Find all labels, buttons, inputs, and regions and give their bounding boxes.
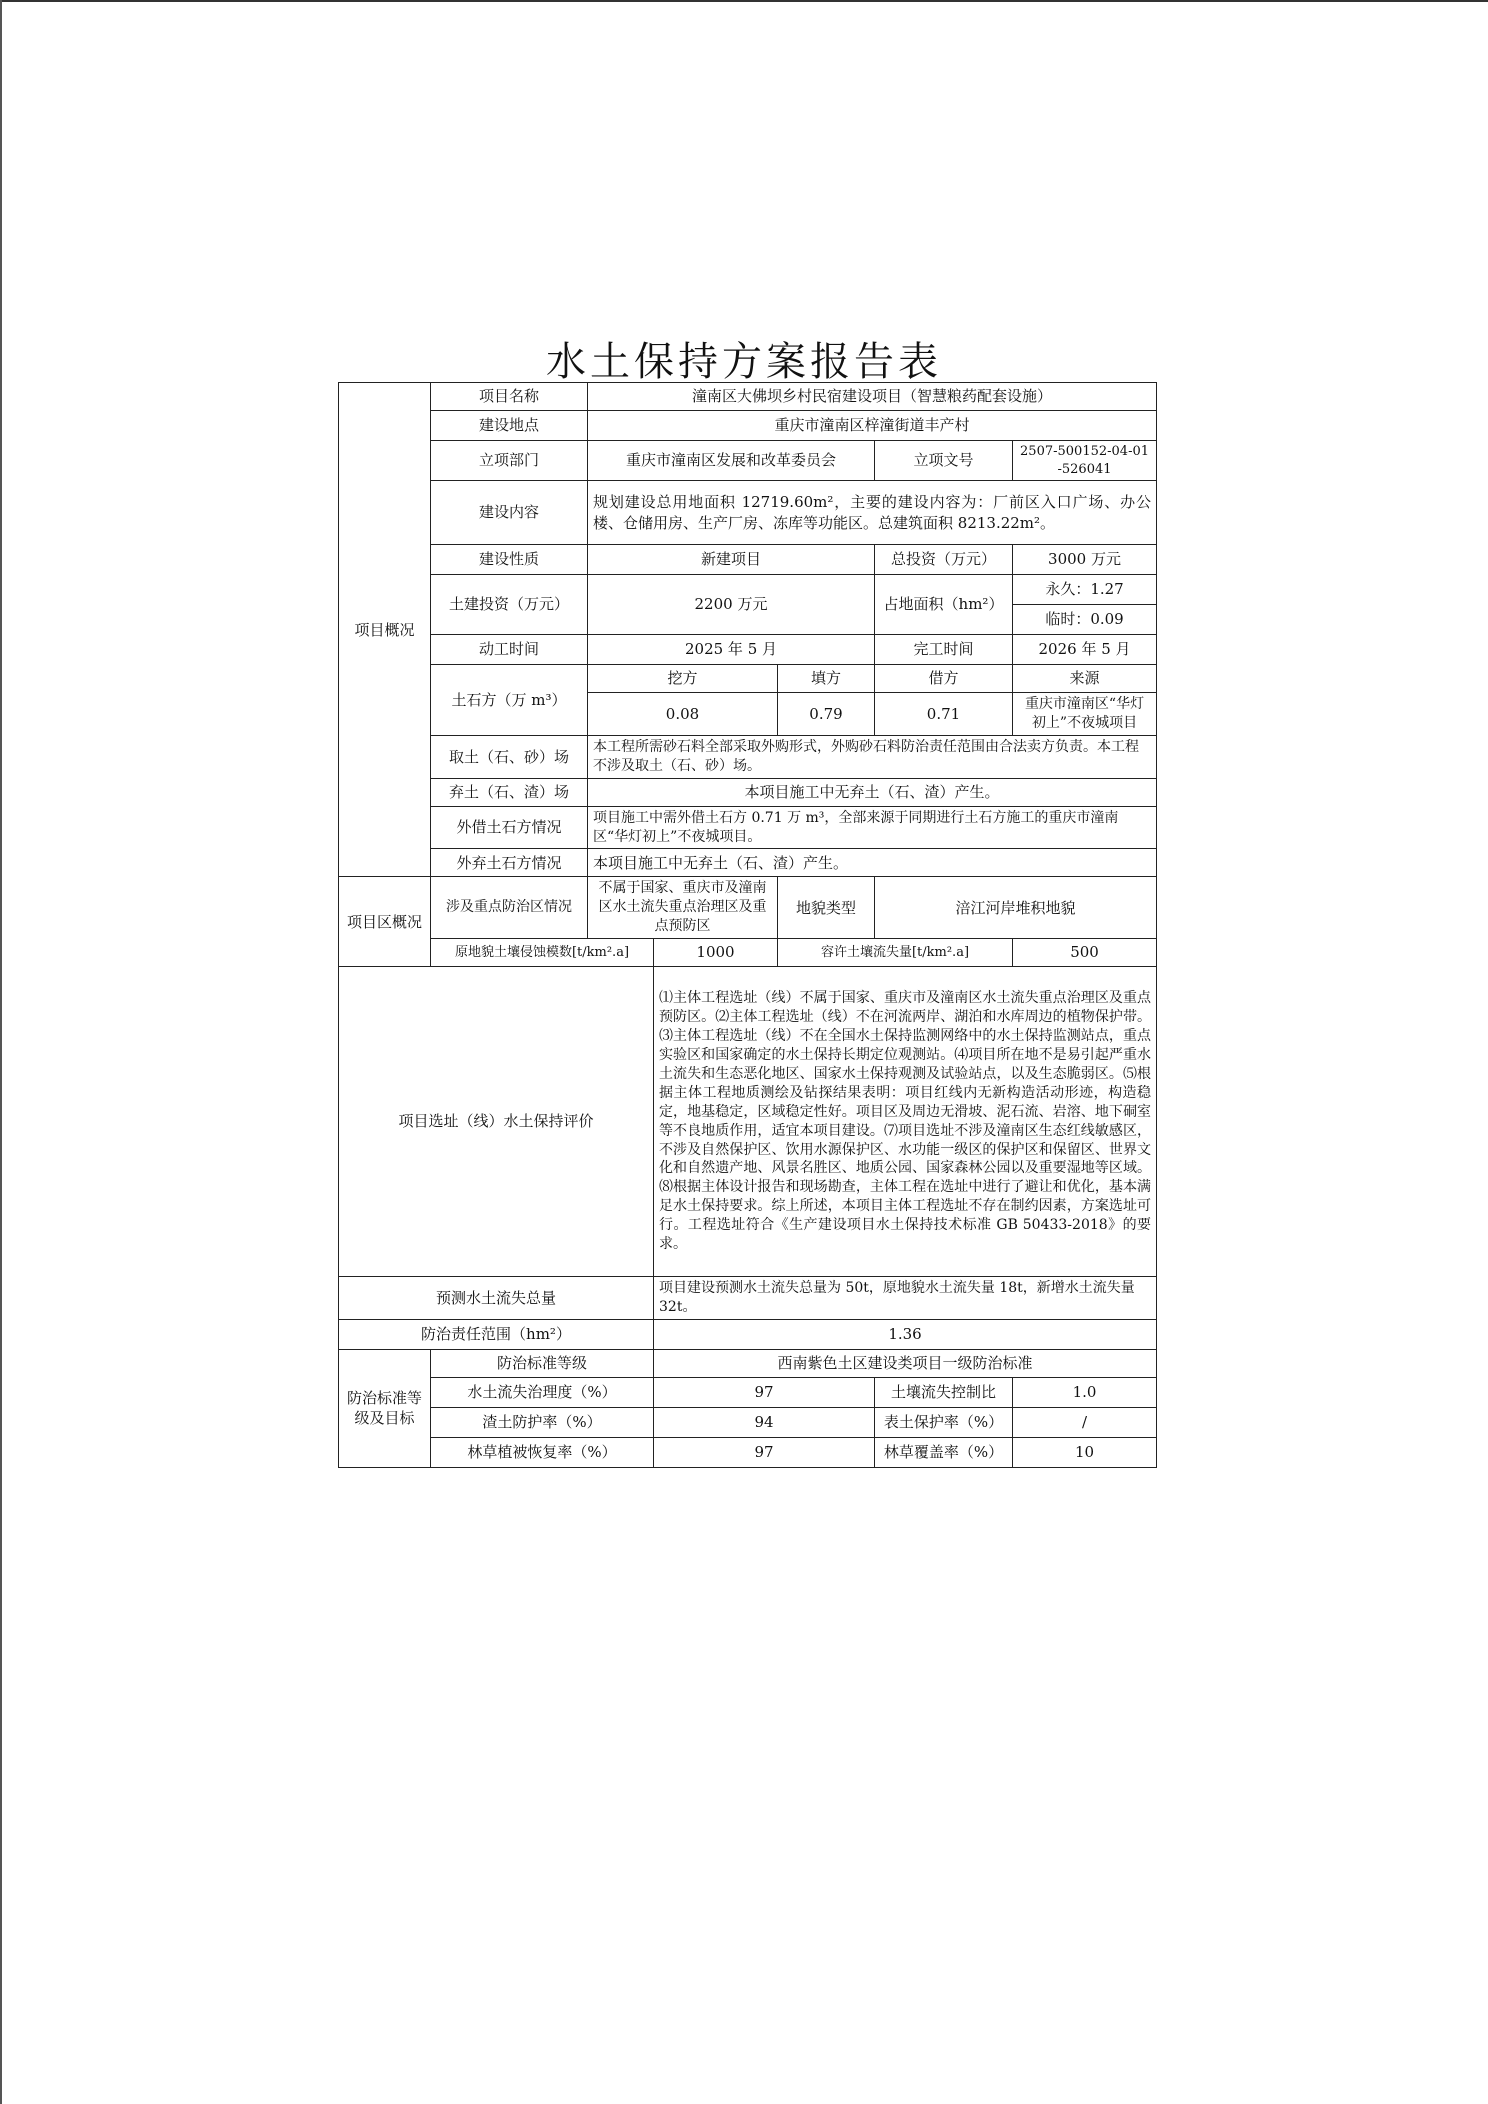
section-targets-label: 防治标准等级及目标 [339, 1349, 431, 1467]
row-target-1 [339, 1377, 1157, 1407]
target-value-slag-protect: 94 [654, 1407, 875, 1437]
civil-invest-label: 土建投资（万元） [431, 575, 588, 635]
target-label-veg-restore: 林草植被恢复率（%） [431, 1437, 654, 1467]
start-value: 2025 年 5 月 [588, 635, 875, 665]
row-loss [339, 1277, 1157, 1320]
row-spoil [339, 778, 1157, 806]
content-value: 规划建设总用地面积 12719.60m²，主要的建设内容为：厂前区入口广场、办公楼、仓储用房、生产厂房、冻库等功能区。总建筑面积 8213.22m²。 [588, 481, 1157, 545]
earth-col-fill: 填方 [778, 665, 875, 693]
target-value-veg-restore: 97 [654, 1437, 875, 1467]
row-ext-spoil [339, 849, 1157, 877]
loss-text: 项目建设预测水土流失总量为 50t，原地貌水土流失量 18t，新增水土流失量 32t。 [654, 1277, 1157, 1320]
zone-value: 不属于国家、重庆市及潼南区水土流失重点治理区及重点预防区 [588, 877, 778, 939]
scan-edge-top [0, 0, 1488, 2]
total-invest-value: 3000 万元 [1013, 545, 1157, 575]
ext-borrow-label: 外借土石方情况 [431, 806, 588, 849]
row-grade [339, 1349, 1157, 1377]
nature-value: 新建项目 [588, 545, 875, 575]
target-value-topsoil-protect: / [1013, 1407, 1157, 1437]
row-civil-invest-a [339, 575, 1157, 605]
scope-value: 1.36 [654, 1319, 1157, 1349]
content-label: 建设内容 [431, 481, 588, 545]
ext-borrow-value: 项目施工中需外借土石方 0.71 万 m³，全部来源于同期进行土石方施工的重庆市潼南区“华灯初上”不夜城项目。 [588, 806, 1157, 849]
area-label: 占地面积（hm²） [875, 575, 1013, 635]
loss-label: 预测水土流失总量 [339, 1277, 654, 1320]
allow-label: 容许土壤流失量[t/km².a] [778, 939, 1013, 967]
target-label-veg-cover: 林草覆盖率（%） [875, 1437, 1013, 1467]
earth-cut-value: 0.08 [588, 693, 778, 736]
borrow-label: 取土（石、砂）场 [431, 735, 588, 778]
zone-label: 涉及重点防治区情况 [431, 877, 588, 939]
end-value: 2026 年 5 月 [1013, 635, 1157, 665]
earth-col-borrow: 借方 [875, 665, 1013, 693]
end-label: 完工时间 [875, 635, 1013, 665]
target-label-slag-protect: 渣土防护率（%） [431, 1407, 654, 1437]
section-area-label: 项目区概况 [339, 877, 431, 967]
scope-label: 防治责任范围（hm²） [339, 1319, 654, 1349]
doc-no-label: 立项文号 [875, 441, 1013, 481]
nature-label: 建设性质 [431, 545, 588, 575]
row-target-3 [339, 1437, 1157, 1467]
target-value-veg-cover: 10 [1013, 1437, 1157, 1467]
spoil-label: 弃土（石、渣）场 [431, 778, 588, 806]
row-project-name [339, 383, 1157, 411]
area-temp-value: 临时：0.09 [1013, 605, 1157, 635]
section-overview-label: 项目概况 [339, 383, 431, 877]
target-label-loss-ratio: 土壤流失控制比 [875, 1377, 1013, 1407]
target-label-control-degree: 水土流失治理度（%） [431, 1377, 654, 1407]
landform-label: 地貌类型 [778, 877, 875, 939]
project-name-label: 项目名称 [431, 383, 588, 411]
scan-edge-left [0, 0, 2, 2104]
row-evaluation [339, 967, 1157, 1277]
start-label: 动工时间 [431, 635, 588, 665]
dept-value: 重庆市潼南区发展和改革委员会 [588, 441, 875, 481]
earth-borrow-value: 0.71 [875, 693, 1013, 736]
location-label: 建设地点 [431, 411, 588, 441]
ext-spoil-value: 本项目施工中无弃土（石、渣）产生。 [588, 849, 1157, 877]
allow-value: 500 [1013, 939, 1157, 967]
row-earth-head [339, 665, 1157, 693]
row-target-2 [339, 1407, 1157, 1437]
row-schedule [339, 635, 1157, 665]
row-erosion [339, 939, 1157, 967]
row-location [339, 411, 1157, 441]
target-label-topsoil-protect: 表土保护率（%） [875, 1407, 1013, 1437]
civil-invest-value: 2200 万元 [588, 575, 875, 635]
row-zone [339, 877, 1157, 939]
row-borrow [339, 735, 1157, 778]
erosion-label: 原地貌土壤侵蚀模数[t/km².a] [431, 939, 654, 967]
earth-fill-value: 0.79 [778, 693, 875, 736]
doc-no-value: 2507-500152-04-01-526041 [1013, 441, 1157, 481]
evaluation-label: 项目选址（线）水土保持评价 [339, 967, 654, 1277]
row-scope [339, 1319, 1157, 1349]
earth-source-value: 重庆市潼南区“华灯初上”不夜城项目 [1013, 693, 1157, 736]
document-title: 水土保持方案报告表 [546, 339, 942, 385]
report-table [338, 382, 1157, 1468]
row-ext-borrow [339, 806, 1157, 849]
landform-value: 涪江河岸堆积地貌 [875, 877, 1157, 939]
project-name-value: 潼南区大佛坝乡村民宿建设项目（智慧粮药配套设施） [588, 383, 1157, 411]
earth-col-source: 来源 [1013, 665, 1157, 693]
evaluation-text: ⑴主体工程选址（线）不属于国家、重庆市及潼南区水土流失重点治理区及重点预防区。⑵主体工程选址（线）不在河流两岸、湖泊和水库周边的植物保护带。⑶主体工程选址（线）不在全国水土保持监测网络中的水土保持监测站点，重点实验区和国家确定的水土保持长期定位观测站。⑷项目所在地不是易引起严重水土流失和生态恶化地区、国家水土保持观测及试验站点，以及生态脆弱区。⑸根据主体工程地质测绘及钻探结果表明：项目红线内无新构造活动形迹，构造稳定，地基稳定，区域稳定性好。项目区及周边无滑坡、泥石流、岩溶、地下硐室等不良地质作用，适宜本项目建设。⑺项目选址不涉及潼南区生态红线敏感区，不涉及自然保护区、饮用水源保护区、水功能一级区的保护区和保留区、世界文化和自然遗产地、风景名胜区、地质公园、国家森林公园以及重要湿地等区域。⑻根据主体设计报告和现场勘查，主体工程在选址中进行了避让和优化，基本满足水土保持要求。综上所述，本项目主体工程选址不存在制约因素，方案选址可行。工程选址符合《生产建设项目水土保持技术标准 GB 50433-2018》的要求。 [654, 967, 1157, 1277]
area-perm-value: 永久：1.27 [1013, 575, 1157, 605]
earth-col-cut: 挖方 [588, 665, 778, 693]
target-value-control-degree: 97 [654, 1377, 875, 1407]
total-invest-label: 总投资（万元） [875, 545, 1013, 575]
spoil-value: 本项目施工中无弃土（石、渣）产生。 [588, 778, 1157, 806]
dept-label: 立项部门 [431, 441, 588, 481]
row-dept [339, 441, 1157, 481]
ext-spoil-label: 外弃土石方情况 [431, 849, 588, 877]
earth-label: 土石方（万 m³） [431, 665, 588, 736]
borrow-value: 本工程所需砂石料全部采取外购形式，外购砂石料防治责任范围由合法卖方负责。本工程不涉及取土（石、砂）场。 [588, 735, 1157, 778]
target-value-loss-ratio: 1.0 [1013, 1377, 1157, 1407]
grade-value: 西南紫色土区建设类项目一级防治标准 [654, 1349, 1157, 1377]
erosion-value: 1000 [654, 939, 778, 967]
row-content [339, 481, 1157, 545]
location-value: 重庆市潼南区梓潼街道丰产村 [588, 411, 1157, 441]
row-nature [339, 545, 1157, 575]
grade-label: 防治标准等级 [431, 1349, 654, 1377]
